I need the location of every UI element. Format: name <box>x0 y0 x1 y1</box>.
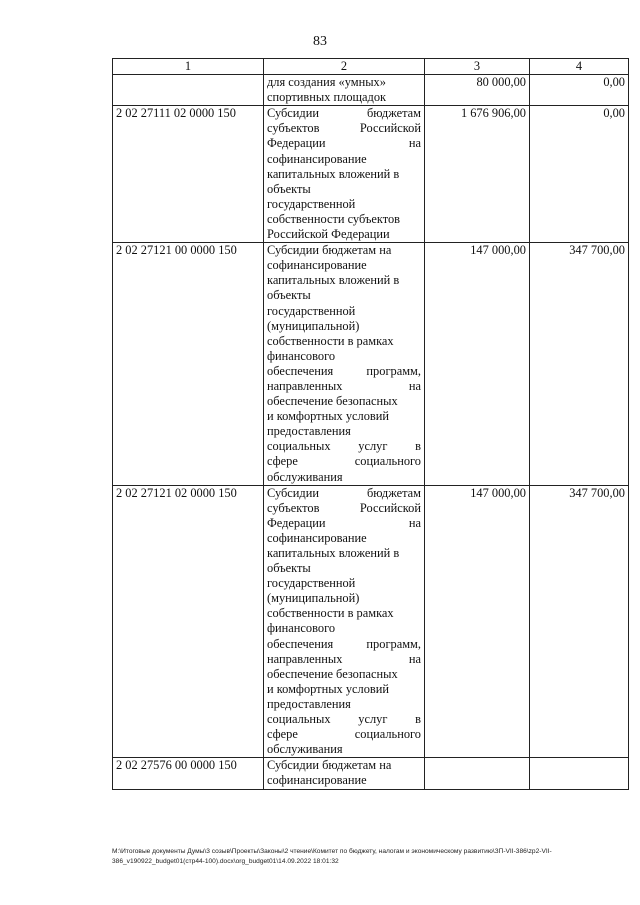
description-word: Федерации <box>267 515 326 530</box>
description-word: социальных <box>267 439 331 454</box>
description-word: социального <box>354 454 421 469</box>
table-row <box>113 243 629 486</box>
description-line: софинансирование <box>267 530 367 545</box>
amount-col3-cell: 147 000,00 <box>425 243 530 486</box>
description-word: субъектов <box>267 500 320 515</box>
description-line <box>267 712 421 727</box>
description-line: капитальных вложений в <box>267 273 400 288</box>
description-word: на <box>408 515 421 530</box>
description-line: обслуживания <box>267 742 343 757</box>
table-header-row <box>113 59 629 75</box>
description-line: Субсидии бюджетам на <box>267 758 392 773</box>
description-line: предоставления <box>267 424 351 439</box>
description-line: собственности в рамках <box>267 606 394 621</box>
table-row <box>113 106 629 243</box>
description-line: обеспечение безопасных <box>267 394 398 409</box>
description-line: собственности в рамках <box>267 333 394 348</box>
description-cell <box>264 75 425 106</box>
description-line: (муниципальной) <box>267 591 360 606</box>
description-word: социальных <box>267 712 331 727</box>
description-line <box>267 106 421 121</box>
description-line: государственной <box>267 196 356 211</box>
description-line: и комфортных условий <box>267 681 390 696</box>
description-line: финансового <box>267 348 336 363</box>
description-word: направленных <box>267 651 343 666</box>
amount-col4-cell <box>530 758 629 789</box>
description-line: объекты <box>267 288 311 303</box>
description-line: обеспечение безопасных <box>267 666 398 681</box>
description-line: Российской Федерации <box>267 227 390 242</box>
description-line: государственной <box>267 303 356 318</box>
description-line <box>267 121 421 136</box>
description-word: бюджетам <box>366 485 421 500</box>
header-cell-2: 2 <box>264 59 425 75</box>
description-line: софинансирование <box>267 258 367 273</box>
description-line: (муниципальной) <box>267 318 360 333</box>
description-line: и комфортных условий <box>267 409 390 424</box>
description-cell <box>264 758 425 789</box>
description-line <box>267 486 421 501</box>
description-word: социального <box>354 727 421 742</box>
amount-col3-cell: 80 000,00 <box>425 75 530 106</box>
description-line <box>267 136 421 151</box>
description-line: собственности субъектов <box>267 211 401 226</box>
description-cell <box>264 243 425 486</box>
description-word: субъектов <box>267 121 320 136</box>
description-line <box>267 439 421 454</box>
description-line: капитальных вложений в <box>267 546 400 560</box>
description-line: софинансирование <box>267 151 367 166</box>
amount-col3-cell <box>425 758 530 789</box>
description-line <box>267 652 421 667</box>
description-word: Субсидии <box>267 106 319 121</box>
description-word: Российской <box>359 121 421 136</box>
description-line: объекты <box>267 181 311 196</box>
description-word: программ, <box>366 363 421 378</box>
description-line <box>267 379 421 394</box>
amount-col4-cell: 0,00 <box>530 75 629 106</box>
amount-col3-cell: 1 676 906,00 <box>425 106 530 243</box>
table-row <box>113 75 629 106</box>
description-line: Субсидии бюджетам на <box>267 243 392 258</box>
classification-code-cell <box>113 75 264 106</box>
description-line: государственной <box>267 576 356 591</box>
description-cell <box>264 106 425 243</box>
description-line <box>267 364 421 379</box>
description-word: обеспечения <box>267 363 334 378</box>
header-cell-3: 3 <box>425 59 530 75</box>
table-row <box>113 758 629 789</box>
table-row <box>113 485 629 758</box>
description-word: сфере <box>267 727 298 742</box>
description-line <box>267 637 421 652</box>
header-cell-1: 1 <box>113 59 264 75</box>
description-line <box>267 454 421 469</box>
description-word: бюджетам <box>366 106 421 121</box>
description-word: услуг <box>358 439 388 454</box>
description-line: капитальных вложений в <box>267 166 400 181</box>
description-word: Российской <box>359 500 421 515</box>
description-line: предоставления <box>267 696 351 711</box>
description-line: финансового <box>267 621 336 636</box>
description-line <box>267 727 421 742</box>
amount-col4-cell: 347 700,00 <box>530 485 629 758</box>
description-word: направленных <box>267 378 343 393</box>
description-word: на <box>408 136 421 151</box>
classification-code-cell: 2 02 27576 00 0000 150 <box>113 758 264 789</box>
description-word: Субсидии <box>267 485 319 500</box>
page-number: 83 <box>313 34 327 49</box>
description-word: на <box>408 378 421 393</box>
description-line <box>267 501 421 516</box>
classification-code-cell: 2 02 27121 02 0000 150 <box>113 485 264 758</box>
amount-col4-cell: 0,00 <box>530 106 629 243</box>
document-path-footer: M:\Итоговые документы Думы\3 созыв\Проекты\Законы\2 чтение\Комитет по бюджету, налогам и экономическому развитию\ЗП-VII-386\zp2-VII-386_v190922_budget01(стр44-100).docx\org_budget01\14.09.2022 18:01:32 <box>112 848 552 865</box>
description-word: на <box>408 651 421 666</box>
description-line: обслуживания <box>267 469 343 484</box>
header-cell-4: 4 <box>530 59 629 75</box>
description-word: услуг <box>358 712 388 727</box>
description-word: обеспечения <box>267 636 334 651</box>
amount-col3-cell: 147 000,00 <box>425 485 530 758</box>
description-word: в <box>415 712 421 727</box>
description-word: программ, <box>366 636 421 651</box>
description-line: объекты <box>267 561 311 576</box>
description-line: для создания «умных» <box>267 75 386 90</box>
classification-code-cell: 2 02 27111 02 0000 150 <box>113 106 264 243</box>
description-word: Федерации <box>267 136 326 151</box>
amount-col4-cell: 347 700,00 <box>530 243 629 486</box>
description-line: софинансирование <box>267 773 367 788</box>
description-line <box>267 516 421 531</box>
budget-table <box>112 58 629 790</box>
description-cell <box>264 485 425 758</box>
description-word: сфере <box>267 454 298 469</box>
description-word: в <box>415 439 421 454</box>
classification-code-cell: 2 02 27121 00 0000 150 <box>113 243 264 486</box>
description-line: спортивных площадок <box>267 90 387 105</box>
